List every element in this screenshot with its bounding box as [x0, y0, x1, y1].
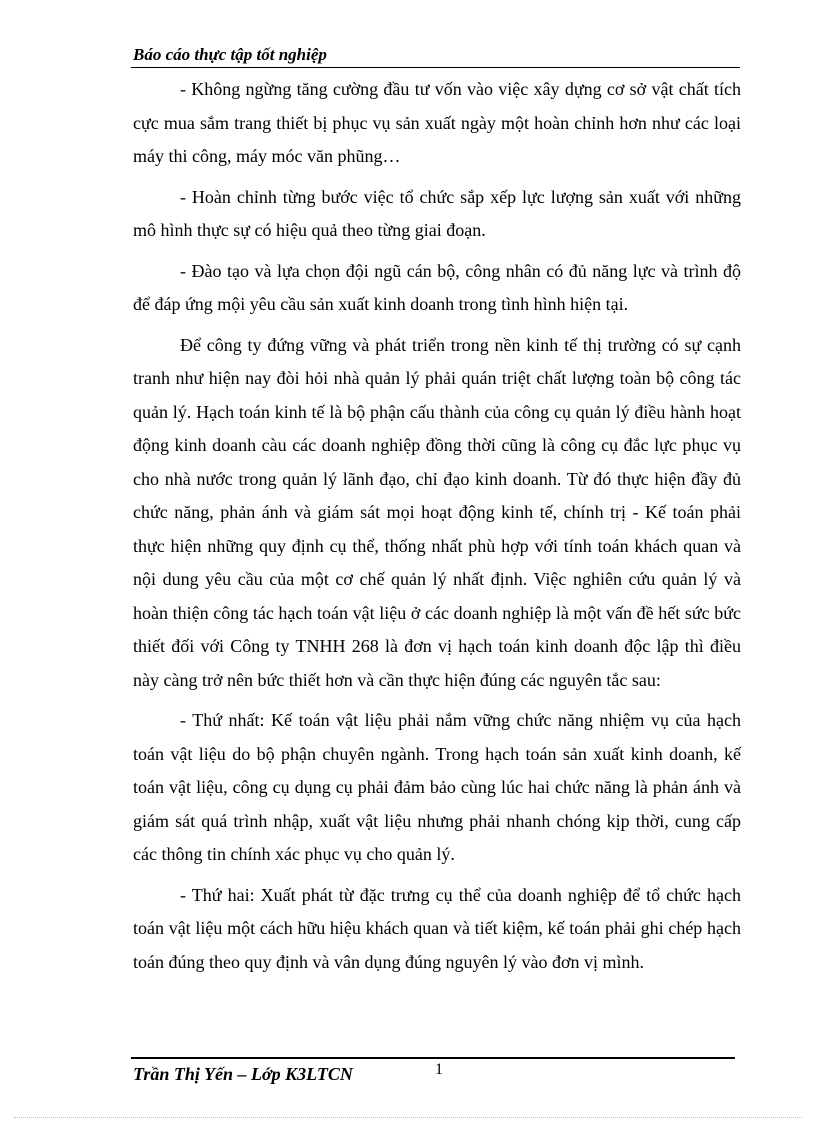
body-text — [133, 73, 741, 986]
footer-author: Trần Thị Yến – Lớp K3LTCN — [133, 1064, 353, 1084]
footer-divider — [131, 1057, 735, 1059]
header-divider — [131, 67, 740, 68]
paragraph-3: - Đào tạo và lựa chọn đội ngũ cán bộ, công nhân có đủ năng lực và trình độ để đáp ứng mội yêu cầu sản xuất kinh doanh trong tình hình hiện tại. — [133, 260, 741, 314]
page-bottom-border — [14, 1117, 802, 1118]
paragraph-4: Để công ty đứng vững và phát triển trong nền kinh tế thị trường có sự cạnh tranh như hiện nay đòi hỏi nhà quản lý phải quán triệt chất lượng toàn bộ công tác quản lý. Hạch toán kinh tế là bộ phận cấu thành của công cụ quản lý điều hành hoạt động kinh doanh càu các doanh nghiệp đồng thời cũng là công cụ đắc lực phục vụ cho nhà nước trong quản lý lãnh đạo, chỉ đạo kinh doanh. Từ đó thực hiện đầy đủ chức năng, phản ánh và giám sát mọi hoạt động kinh tế, chính trị - Kế toán phải thực hiện những quy định cụ thể, thống nhất phù hợp với tính toán khách quan và nội dung yêu cầu của một cơ chế quản lý nhất định. Việc nghiên cứu quản lý và hoàn thiện công tác hạch toán vật liệu ở các doanh nghiệp là một vấn đề hết sức bức thiết đối với Công ty TNHH 268 là đơn vị hạch toán kinh doanh độc lập thì điều này càng trở nên bức thiết hơn và cần thực hiện đúng các nguyên tắc sau: — [133, 334, 741, 690]
paragraph-5: - Thứ nhất: Kế toán vật liệu phải nắm vững chức năng nhiệm vụ của hạch toán vật liệu do bộ phận chuyên ngành. Trong hạch toán sản xuất kinh doanh, kế toán vật liệu, công cụ dụng cụ phải đảm bảo cùng lúc hai chức năng là phản ánh và giám sát quá trình nhập, xuất vật liệu nhưng phải nhanh chóng kịp thời, cung cấp các thông tin chính xác phục vụ cho quản lý. — [133, 710, 741, 864]
running-header-title: Báo cáo thực tập tốt nghiệp — [133, 45, 327, 64]
paragraph-2: - Hoàn chỉnh từng bước việc tổ chức sắp xếp lực lượng sản xuất với những mô hình thực sự có hiệu quả theo từng giai đoạn. — [133, 186, 741, 240]
paragraph-1: - Không ngừng tăng cường đầu tư vốn vào việc xây dựng cơ sở vật chất tích cực mua sắm trang thiết bị phục vụ sản xuất ngày một hoàn chỉnh hơn như các loại máy thi công, máy móc văn phũng… — [133, 79, 741, 166]
page-number: 1 — [435, 1061, 443, 1078]
paragraph-6: - Thứ hai: Xuất phát từ đặc trưng cụ thể của doanh nghiệp để tổ chức hạch toán vật liệu một cách hữu hiệu khách quan và tiết kiệm, kế toán phải ghi chép hạch toán đúng theo quy định và vân dụng đúng nguyên lý vào đơn vị mình. — [133, 884, 741, 972]
